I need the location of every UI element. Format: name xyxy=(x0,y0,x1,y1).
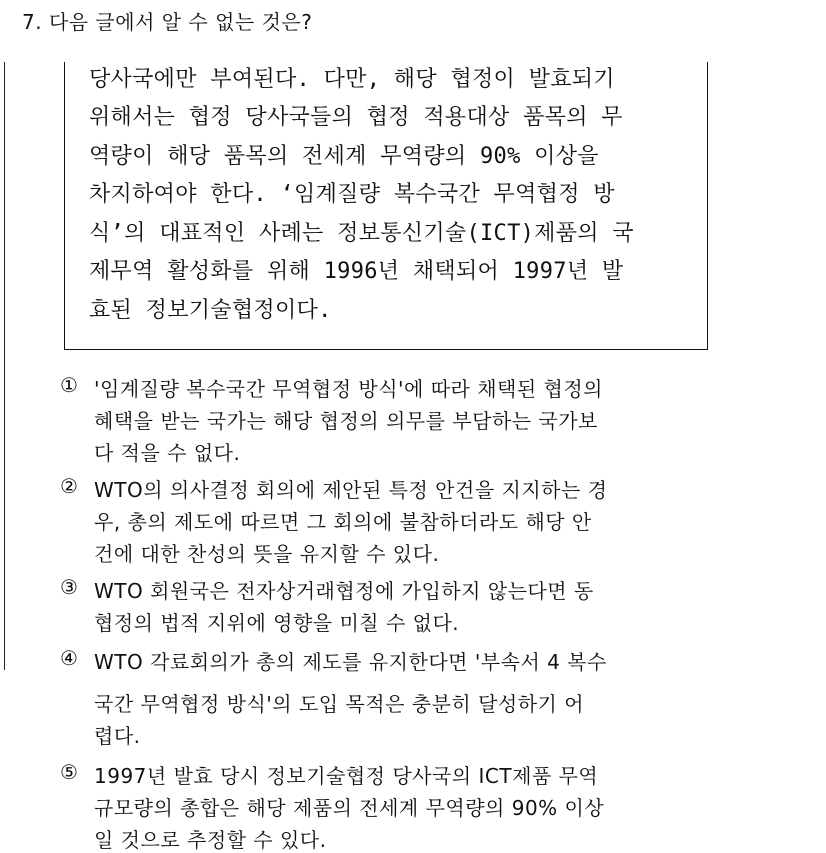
choice-number: ① xyxy=(60,373,78,397)
choice-line: 렵다. xyxy=(94,724,141,748)
choice-line: WTO의 의사결정 회의에 제안된 특정 안건을 지지하는 경 xyxy=(94,478,608,502)
choice-line: 우, 총의 제도에 따르면 그 회의에 불참하더라도 해당 안 xyxy=(94,510,592,534)
choice-number: ③ xyxy=(60,575,78,599)
passage-line: 위해서는 협정 당사국들의 협정 적용대상 품목의 무 xyxy=(89,105,623,130)
choice-line: 1997년 발효 당시 정보기술협정 당사국의 ICT제품 무역 xyxy=(94,764,599,788)
choice-line: 국간 무역협정 방식'의 도입 목적은 충분히 달성하기 어 xyxy=(94,692,585,716)
passage-line: 차지하여야 한다. ‘임계질량 복수국간 무역협정 방 xyxy=(89,182,615,207)
choice-line: WTO 각료회의가 총의 제도를 유지한다면 '부속서 4 복수 xyxy=(94,650,607,674)
choice-line: 협정의 법적 지위에 영향을 미칠 수 없다. xyxy=(94,611,460,635)
passage-line: 역량이 해당 품목의 전세계 무역량의 90% 이상을 xyxy=(89,144,599,169)
choice-line: 일 것으로 추정할 수 있다. xyxy=(94,828,327,852)
passage-line: 당사국에만 부여된다. 다만, 해당 협정이 발효되기 xyxy=(89,67,615,92)
passage-box xyxy=(64,62,708,350)
choice-line: 건에 대한 찬성의 뜻을 유지할 수 있다. xyxy=(94,542,440,566)
passage-line: 제무역 활성화를 위해 1996년 채택되어 1997년 발 xyxy=(89,259,624,284)
passage-line: 식’의 대표적인 사례는 정보통신기술(ICT)제품의 국 xyxy=(89,221,634,246)
choice-line: 규모량의 총합은 해당 제품의 전세계 무역량의 90% 이상 xyxy=(94,796,605,820)
choice-line: WTO 회원국은 전자상거래협정에 가입하지 않는다면 동 xyxy=(94,579,594,603)
choice-number: ② xyxy=(60,474,78,498)
choice-number: ④ xyxy=(60,646,78,670)
choice-line: 혜택을 받는 국가는 해당 협정의 의무를 부담하는 국가보 xyxy=(94,409,598,433)
choice-number: ⑤ xyxy=(60,760,78,784)
choice-line: '임계질량 복수국간 무역협정 방식'에 따라 채택된 협정의 xyxy=(94,377,604,401)
choice-line: 다 적을 수 없다. xyxy=(94,441,241,465)
question-title: 7. 다음 글에서 알 수 없는 것은? xyxy=(22,10,313,34)
passage-line: 효된 정보기술협정이다. xyxy=(89,298,332,323)
left-margin-rule xyxy=(4,62,5,670)
